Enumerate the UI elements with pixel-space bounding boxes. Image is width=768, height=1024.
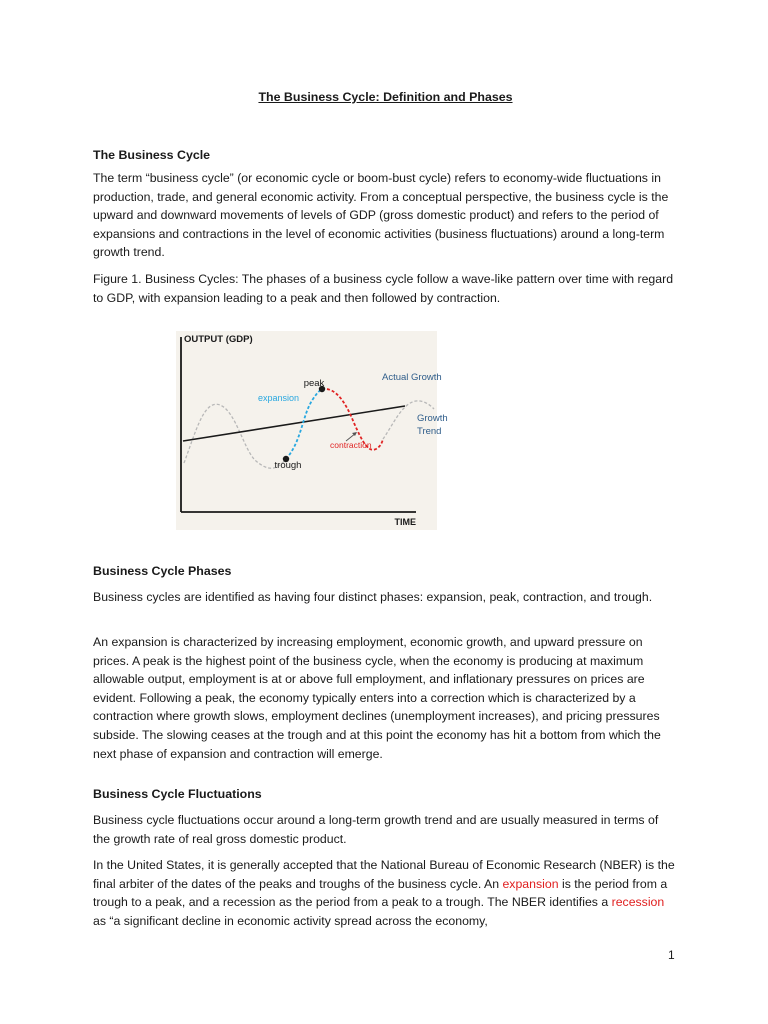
nber-text-part-3: as “a significant decline in economic activity spread across the economy, — [93, 913, 488, 928]
expansion-label: expansion — [258, 393, 300, 403]
business-cycle-diagram — [176, 331, 448, 530]
growth-trend-label-line-2: Trend — [417, 426, 442, 437]
section-heading-phases: Business Cycle Phases — [93, 564, 232, 578]
document-title: The Business Cycle: Definition and Phases — [258, 90, 513, 104]
x-axis-label: TIME — [394, 517, 416, 527]
figure-caption: Figure 1. Business Cycles: The phases of a business cycle follow a wave-like pattern over time with regard to GDP, with expansion leading to a peak and then followed by contraction. — [93, 272, 674, 305]
paragraph-fluctuations-growth-trend: Business cycle fluctuations occur around a long-term growth trend and are usually measured in terms of the growth rate of real gross domestic product. — [93, 813, 659, 846]
section-heading-fluctuations: Business Cycle Fluctuations — [93, 787, 262, 801]
paragraph-four-phases: Business cycles are identified as having four distinct phases: expansion, peak, contraction, and trough. — [93, 590, 653, 604]
paragraph-business-cycle-definition: The term “business cycle” (or economic cycle or boom-bust cycle) refers to economy-wide fluctuations in production, trade, and general economic activity. From a conceptual perspective, the business cycle is the upward and downward movements of levels of GDP (gross domestic product) and refers to the period of expansions and contractions in the level of economic activities (business fluctuations) around a long-term growth trend. — [93, 171, 669, 260]
recession-link[interactable]: recession — [611, 895, 665, 910]
paragraph-phase-descriptions: An expansion is characterized by increasing employment, economic growth, and upward pressure on prices. A peak is the highest point of the business cycle, when the economy is producing at maximum allowable output, employment is at or above full employment, and inflationary pressures on prices are evident. Following a peak, the economy typically enters into a correction which is characterized by a contraction where growth slows, employment declines (unemployment increases), and pricing pressures subside. The slowing ceases at the trough and at this point the economy has hit a bottom from which the next phase of expansion and contraction will emerge. — [93, 635, 661, 761]
trough-label: trough — [274, 460, 302, 471]
y-axis-label: OUTPUT (GDP) — [184, 334, 253, 345]
page-number: 1 — [668, 948, 675, 962]
nber-text-part-1: In the United States, it is generally accepted that the National Bureau of Economic Research (NBER) is the final arbiter of the dates of the peaks and troughs of the business cycle. An — [93, 858, 675, 891]
nber-text-part-2: is the period from a trough to a peak, and a recession as the period from a peak to a trough. The NBER identifies a — [93, 876, 668, 910]
actual-growth-label: Actual Growth — [382, 372, 442, 383]
growth-trend-label-line-1: Growth — [417, 413, 448, 424]
section-heading-business-cycle: The Business Cycle — [93, 148, 211, 162]
wave-left-segment — [184, 404, 286, 468]
peak-label: peak — [303, 378, 325, 389]
paragraph-nber — [93, 856, 678, 930]
expansion-link[interactable]: expansion — [502, 876, 559, 891]
contraction-label: contraction — [330, 440, 372, 450]
growth-trend-line — [183, 406, 405, 441]
business-cycle-figure — [176, 331, 448, 530]
